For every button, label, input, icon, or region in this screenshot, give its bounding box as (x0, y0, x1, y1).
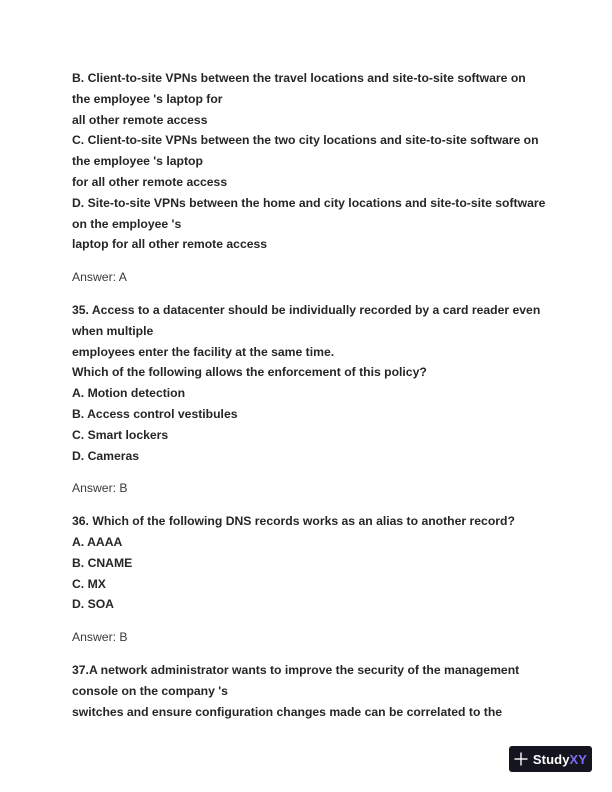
q35-stem-line4: Which of the following allows the enforcement of this policy? (72, 365, 427, 380)
q37-stem-line3: switches and ensure configuration changes made can be correlated to the (72, 704, 503, 719)
brand-wordmark (533, 752, 587, 767)
q34-option-c-line2: the employee 's laptop (72, 154, 203, 169)
q35-stem-line3: employees enter the facility at the same time. (72, 344, 335, 359)
q37-stem-line1: 37.A network administrator wants to improve the security of the management (72, 662, 520, 677)
q34-option-d-line1: D. Site-to-site VPNs between the home and city locations and site-to-site software (72, 195, 546, 210)
q34-answer: Answer: A (72, 270, 127, 285)
q37-stem-line2: console on the company 's (72, 683, 228, 698)
brand-name-main: Study (532, 751, 570, 767)
q35-stem-line2: when multiple (72, 323, 154, 338)
q34-option-c-line3: for all other remote access (72, 174, 228, 189)
q34-option-b-line1: B. Client-to-site VPNs between the travel locations and site-to-site software on (72, 71, 526, 85)
studyxy-logo-badge[interactable] (509, 746, 592, 772)
q35-option-d: D. Cameras (72, 448, 140, 463)
q35-option-a: A. Motion detection (72, 386, 186, 401)
document-page (72, 68, 552, 722)
q36-option-c: C. MX (72, 576, 106, 591)
q35-answer: Answer: B (72, 481, 128, 496)
q34-option-d-line2: on the employee 's (72, 216, 182, 231)
q36-stem-line1: 36. Which of the following DNS records works as an alias to another record? (72, 514, 515, 529)
q35-stem-line1: 35. Access to a datacenter should be individually recorded by a card reader even (72, 302, 541, 317)
q36-answer: Answer: B (72, 630, 128, 645)
plus-icon (514, 752, 528, 766)
brand-name-accent: XY (569, 751, 588, 767)
q35-option-b: B. Access control vestibules (72, 406, 238, 421)
q34-option-b-line3: all other remote access (72, 112, 208, 127)
q36-option-d: D. SOA (72, 597, 114, 612)
q34-option-c-line1: C. Client-to-site VPNs between the two city locations and site-to-site software on (72, 133, 539, 148)
q36-option-a: A. AAAA (72, 534, 123, 549)
q36-option-b: B. CNAME (72, 555, 133, 570)
q34-option-b-line2: the employee 's laptop for (72, 91, 223, 106)
q34-option-d-line3: laptop for all other remote access (72, 237, 268, 252)
q35-option-c: C. Smart lockers (72, 427, 169, 442)
